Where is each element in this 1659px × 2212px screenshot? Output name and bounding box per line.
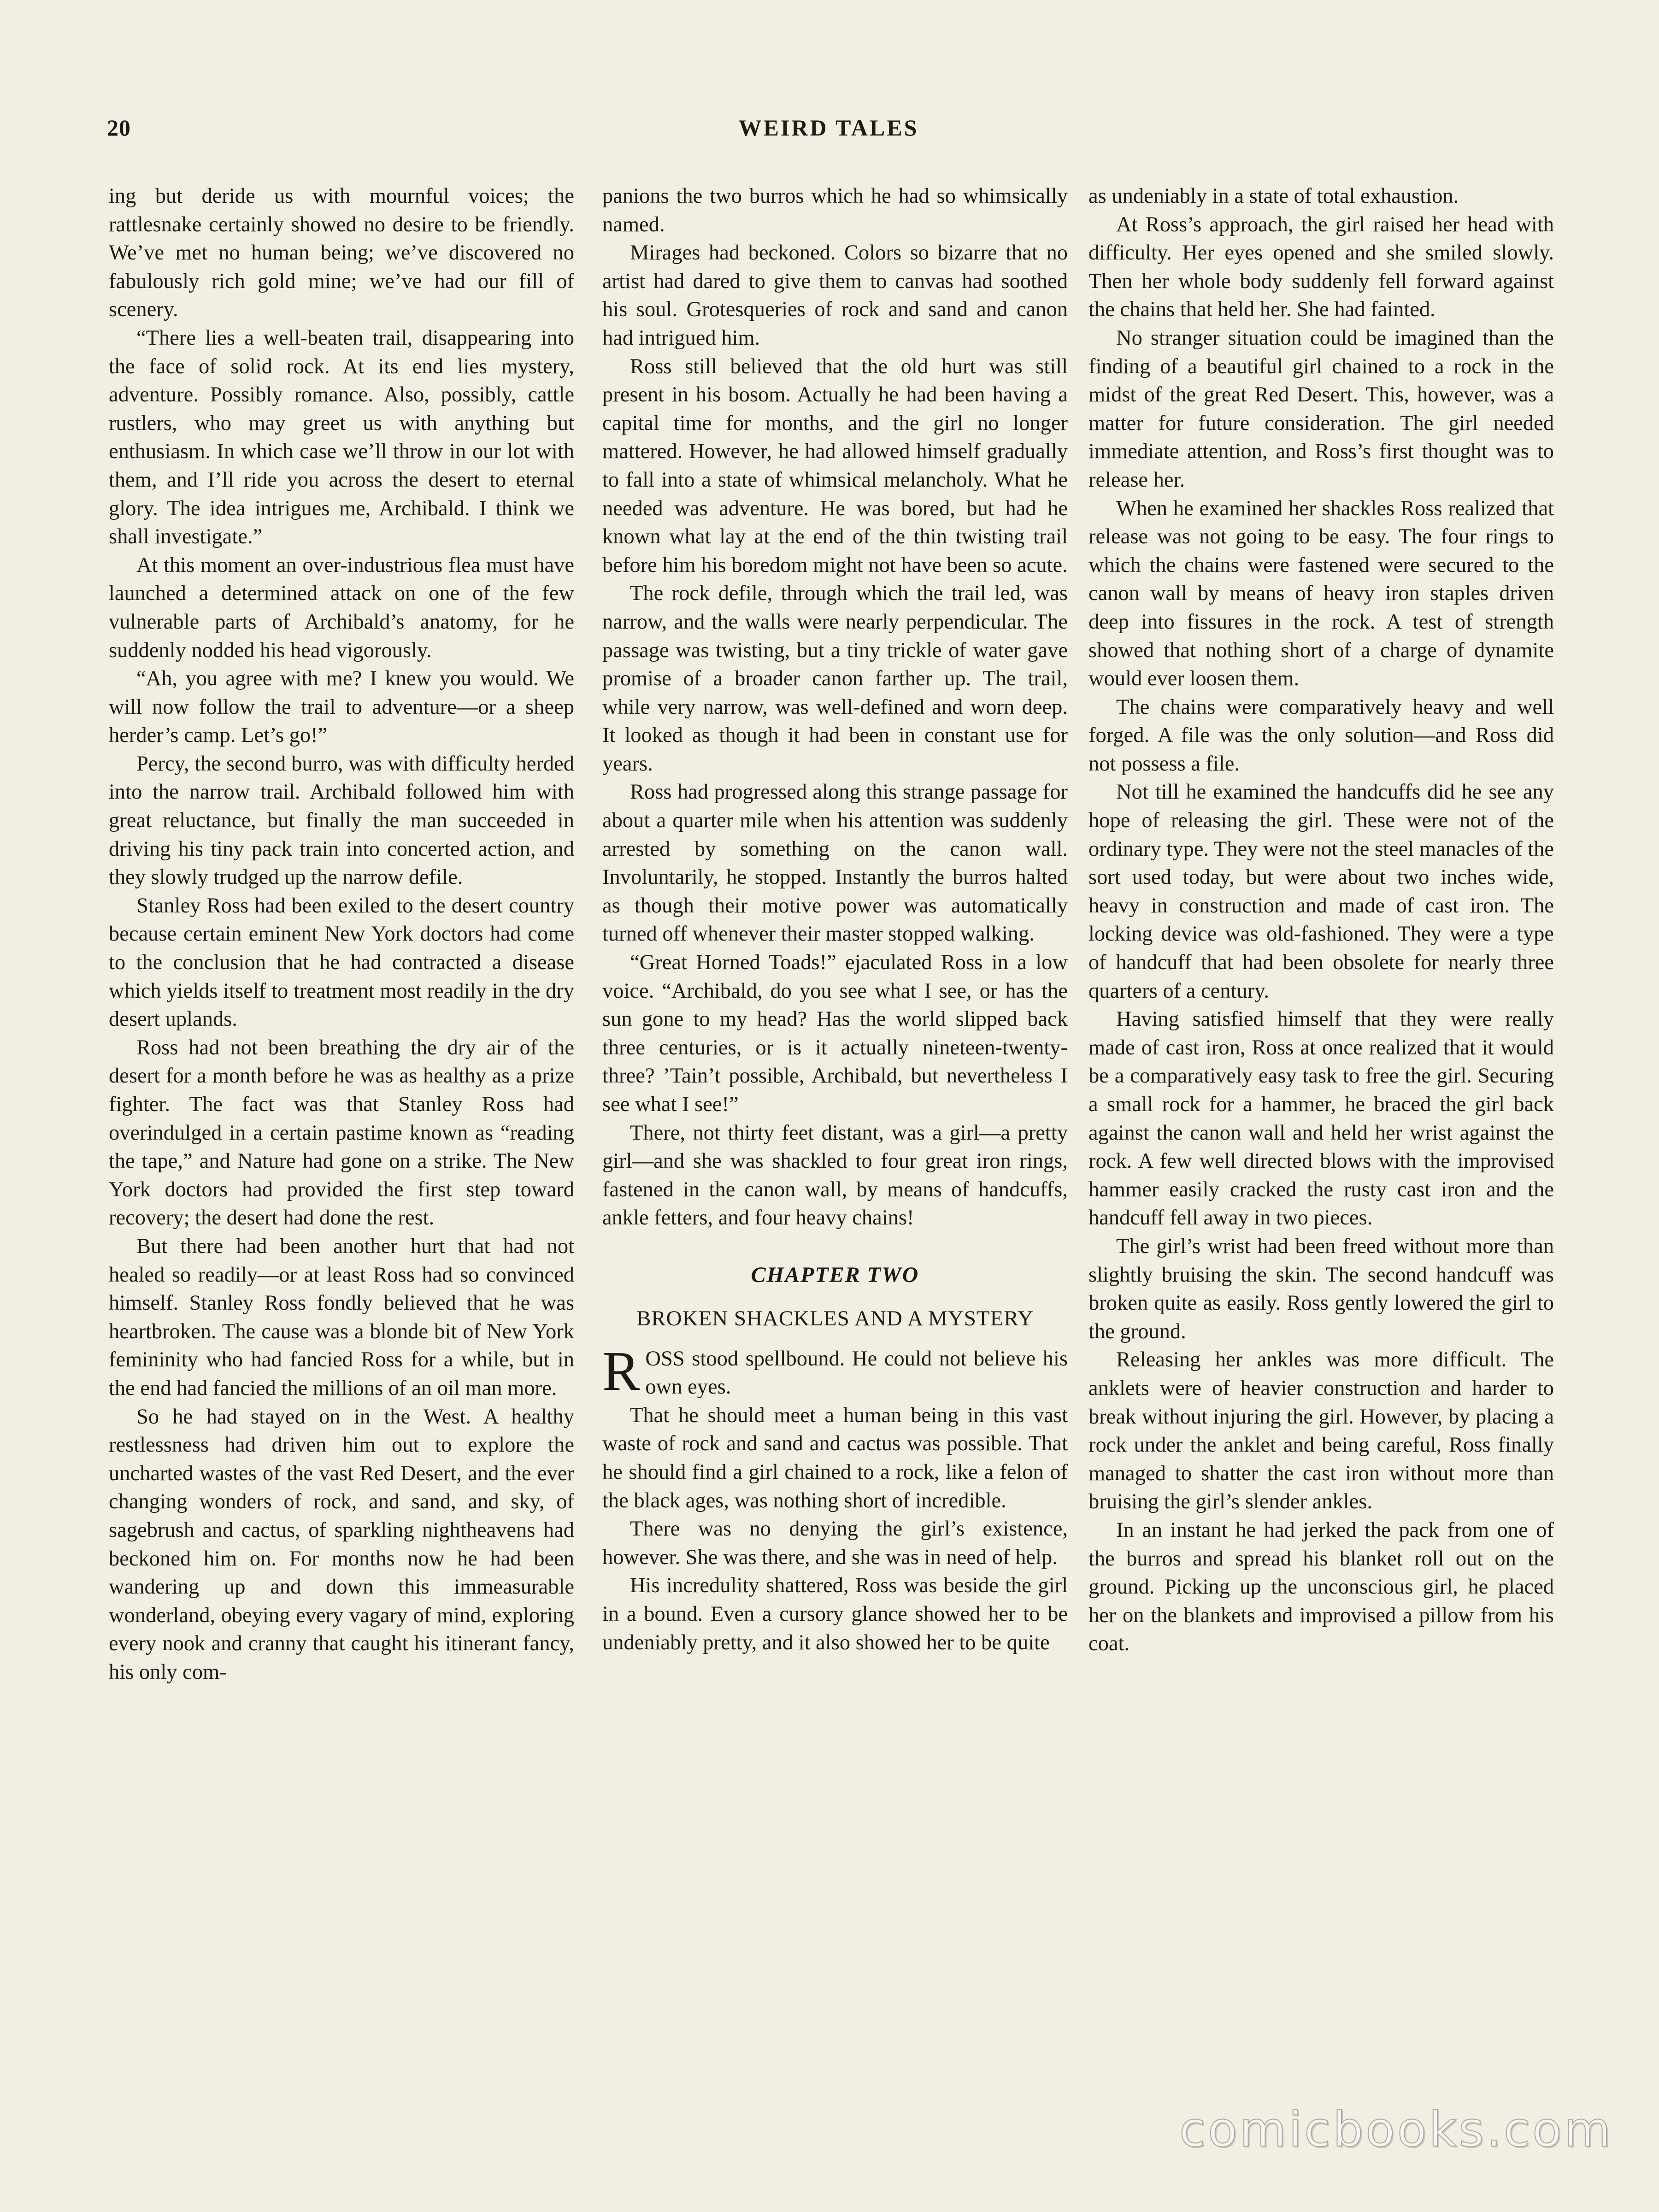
paragraph: Ross still believed that the old hurt was still present in his bosom. Actually he had been having a capital time for months, and the girl no longer mattered. However, he had allowed himself gradually to fall into a state of whimsical melancholy. What he needed was adventure. He was bored, but had he known what lay at the end of the thin twisting trail before him his boredom might not have been so acute.: [602, 354, 1068, 577]
paragraph: But there had been another hurt that had not healed so readily—or at least Ross had so convinced himself. Stanley Ross fondly believed that he was heartbroken. The cause was a blonde bit of New York femininity who had fancied Ross for a while, but in the end had fancied the millions of an oil man more.: [109, 1234, 574, 1400]
paragraph: His incredulity shattered, Ross was beside the girl in a bound. Even a cursory glance showed her to be undeniably pretty, and it also showed her to be quite: [602, 1574, 1068, 1654]
chapter-title: BROKEN SHACKLES AND A MYSTERY: [636, 1306, 1034, 1330]
paragraph: Having satisfied himself that they were really made of cast iron, Ross at once realized that it would be a comparatively easy task to free the girl. Securing a small rock for a hammer, he braced the girl back against the canon wall and held her wrist against the rock. A few well directed blows with the improvised hammer easily cracked the rusty cast iron and the handcuff fell away in two pieces.: [1088, 1007, 1554, 1230]
paragraph: Ross had progressed along this strange passage for about a quarter mile when his attention was suddenly arrested by something on the canon wall. Involuntarily, he stopped. Instantly the burros halted as though their motive power was automatically turned off whenever their master stopped walking.: [602, 780, 1068, 946]
paragraph: No stranger situation could be imagined than the finding of a beautiful girl chained to a rock in the midst of the great Red Desert. This, however, was a matter for future consideration. The girl needed immediate attention, and Ross’s first thought was to release her.: [1088, 326, 1554, 492]
paragraph: The rock defile, through which the trail led, was narrow, and the walls were nearly perpendicular. The passage was twisting, but a tiny trickle of water gave promise of a broader canon farther up. The trail, while very narrow, was well-defined and worn deep. It looked as though it had been in constant use for years.: [602, 582, 1068, 776]
paragraph: panions the two burros which he had so whimsically named.: [602, 184, 1068, 236]
paragraph: Percy, the second burro, was with difficulty herded into the narrow trail. Archibald followed him with great reluctance, but finally the man succeeded in driving his tiny pack train into concerted action, and they slowly trudged up the narrow defile.: [109, 752, 574, 889]
chapter-heading: CHAPTER TWO: [751, 1262, 919, 1287]
text-column-2: [602, 182, 1068, 1657]
paragraph: Ross had not been breathing the dry air of the desert for a month before he was as healthy as a prize fighter. The fact was that Stanley Ross had overindulged in a certain pastime known as “reading the tape,” and Nature had gone on a strike. The New York doctors had provided the first step toward recovery; the desert had done the rest.: [109, 1035, 574, 1230]
paragraph: There, not thirty feet distant, was a girl—a pretty girl—and she was shackled to four great iron rings, fastened in the canon wall, by means of handcuffs, ankle fetters, and four heavy chains!: [602, 1121, 1068, 1230]
paragraph: “Great Horned Toads!” ejaculated Ross in a low voice. “Archibald, do you see what I see, or has the sun gone to my head? Has the world slipped back three centuries, or is it actually nineteen-twenty-three? ’Tain’t possible, Archibald, but nevertheless I see what I see!”: [602, 951, 1068, 1116]
paragraph: At this moment an over-industrious flea must have launched a determined attack on one of the few vulnerable parts of Archibald’s anatomy, for he suddenly nodded his head vigorously.: [109, 553, 574, 662]
opening-text: OSS stood spellbound. He could not believe his own eyes.: [645, 1347, 1068, 1399]
watermark: comicbooks.com: [1179, 2101, 1613, 2158]
paragraph: That he should meet a human being in this vast waste of rock and sand and cactus was possible. That he should find a girl chained to a rock, like a felon of the black ages, was nothing short of incredible.: [602, 1403, 1068, 1512]
paragraph: Releasing her ankles was more difficult. The anklets were of heavier construction and harder to break without injuring the girl. However, by placing a rock under the anklet and being careful, Ross finally managed to shatter the cast iron without more than bruising the girl’s slender ankles.: [1088, 1348, 1554, 1514]
paragraph: as undeniably in a state of total exhaustion.: [1088, 184, 1459, 208]
paragraph: So he had stayed on in the West. A healthy restlessness had driven him out to explore the uncharted wastes of the vast Red Desert, and the ever changing wonders of rock, and sand, and sky, of sagebrush and cactus, of sparkling nightheavens had beckoned him on. For months now he had been wandering up and down this immeasurable wonderland, obeying every vagary of mind, exploring every nook and cranny that caught his itinerant fancy, his only com-: [109, 1405, 574, 1684]
paragraph: There was no denying the girl’s existence, however. She was there, and she was in need of help.: [602, 1517, 1068, 1569]
page-number: 20: [107, 115, 131, 141]
paragraph: ing but deride us with mournful voices; the rattlesnake certainly showed no desire to be friendly. We’ve met no human being; we’ve discovered no fabulously rich gold mine; we’ve had our fill of scenery.: [109, 184, 574, 322]
paragraph: The girl’s wrist had been freed without more than slightly bruising the skin. The second handcuff was broken quite as easily. Ross gently lowered the girl to the ground.: [1088, 1234, 1554, 1343]
page-header: [107, 114, 1550, 151]
paragraph: “Ah, you agree with me? I knew you would. We will now follow the trail to adventure—or a sheep herder’s camp. Let’s go!”: [109, 667, 574, 747]
drop-cap: R: [602, 1340, 640, 1402]
text-column-3: [1088, 182, 1554, 1658]
text-column-1: [109, 182, 574, 1686]
paragraph: At Ross’s approach, the girl raised her head with difficulty. Her eyes opened and she smiled slowly. Then her whole body suddenly fell forward against the chains that held her. She had fainted.: [1088, 212, 1554, 322]
paragraph: Mirages had beckoned. Colors so bizarre that no artist had dared to give them to canvas had soothed his soul. Grotesqueries of rock and sand and canon had intrigued him.: [602, 241, 1068, 350]
paragraph: Not till he examined the handcuffs did he see any hope of releasing the girl. These were not of the ordinary type. They were not the steel manacles of the sort used today, but were about two inches wide, heavy in construction and made of cast iron. The locking device was old-fashioned. They were a type of handcuff that had been obsolete for nearly three quarters of a century.: [1088, 780, 1554, 1003]
paragraph: “There lies a well-beaten trail, disappearing into the face of solid rock. At its end lies mystery, adventure. Possibly romance. Also, possibly, cattle rustlers, who may greet us with anything but enthusiasm. In which case we’ll throw in our lot with them, and I’ll ride you across the desert to eternal glory. The idea intrigues me, Archibald. I think we shall investigate.”: [109, 326, 574, 549]
paragraph: The chains were comparatively heavy and well forged. A file was the only solution—and Ross did not possess a file.: [1088, 695, 1554, 776]
chapter-opening-paragraph: [602, 1340, 1068, 1402]
paragraph: When he examined her shackles Ross realized that release was not going to be easy. The four rings to which the chains were fastened were secured to the canon wall by means of heavy iron staples driven deep into fissures in the rock. A test of strength showed that nothing short of a charge of dynamite would ever loosen them.: [1088, 496, 1554, 691]
paragraph: In an instant he had jerked the pack from one of the burros and spread his blanket roll out on the ground. Picking up the unconscious girl, he placed her on the blankets and improvised a pillow from his coat.: [1088, 1518, 1554, 1656]
magazine-title: WEIRD TALES: [738, 115, 919, 141]
paragraph: Stanley Ross had been exiled to the desert country because certain eminent New York doctors had come to the conclusion that he had contracted a disease which yields itself to treatment most readily in the dry desert uplands.: [109, 894, 574, 1031]
